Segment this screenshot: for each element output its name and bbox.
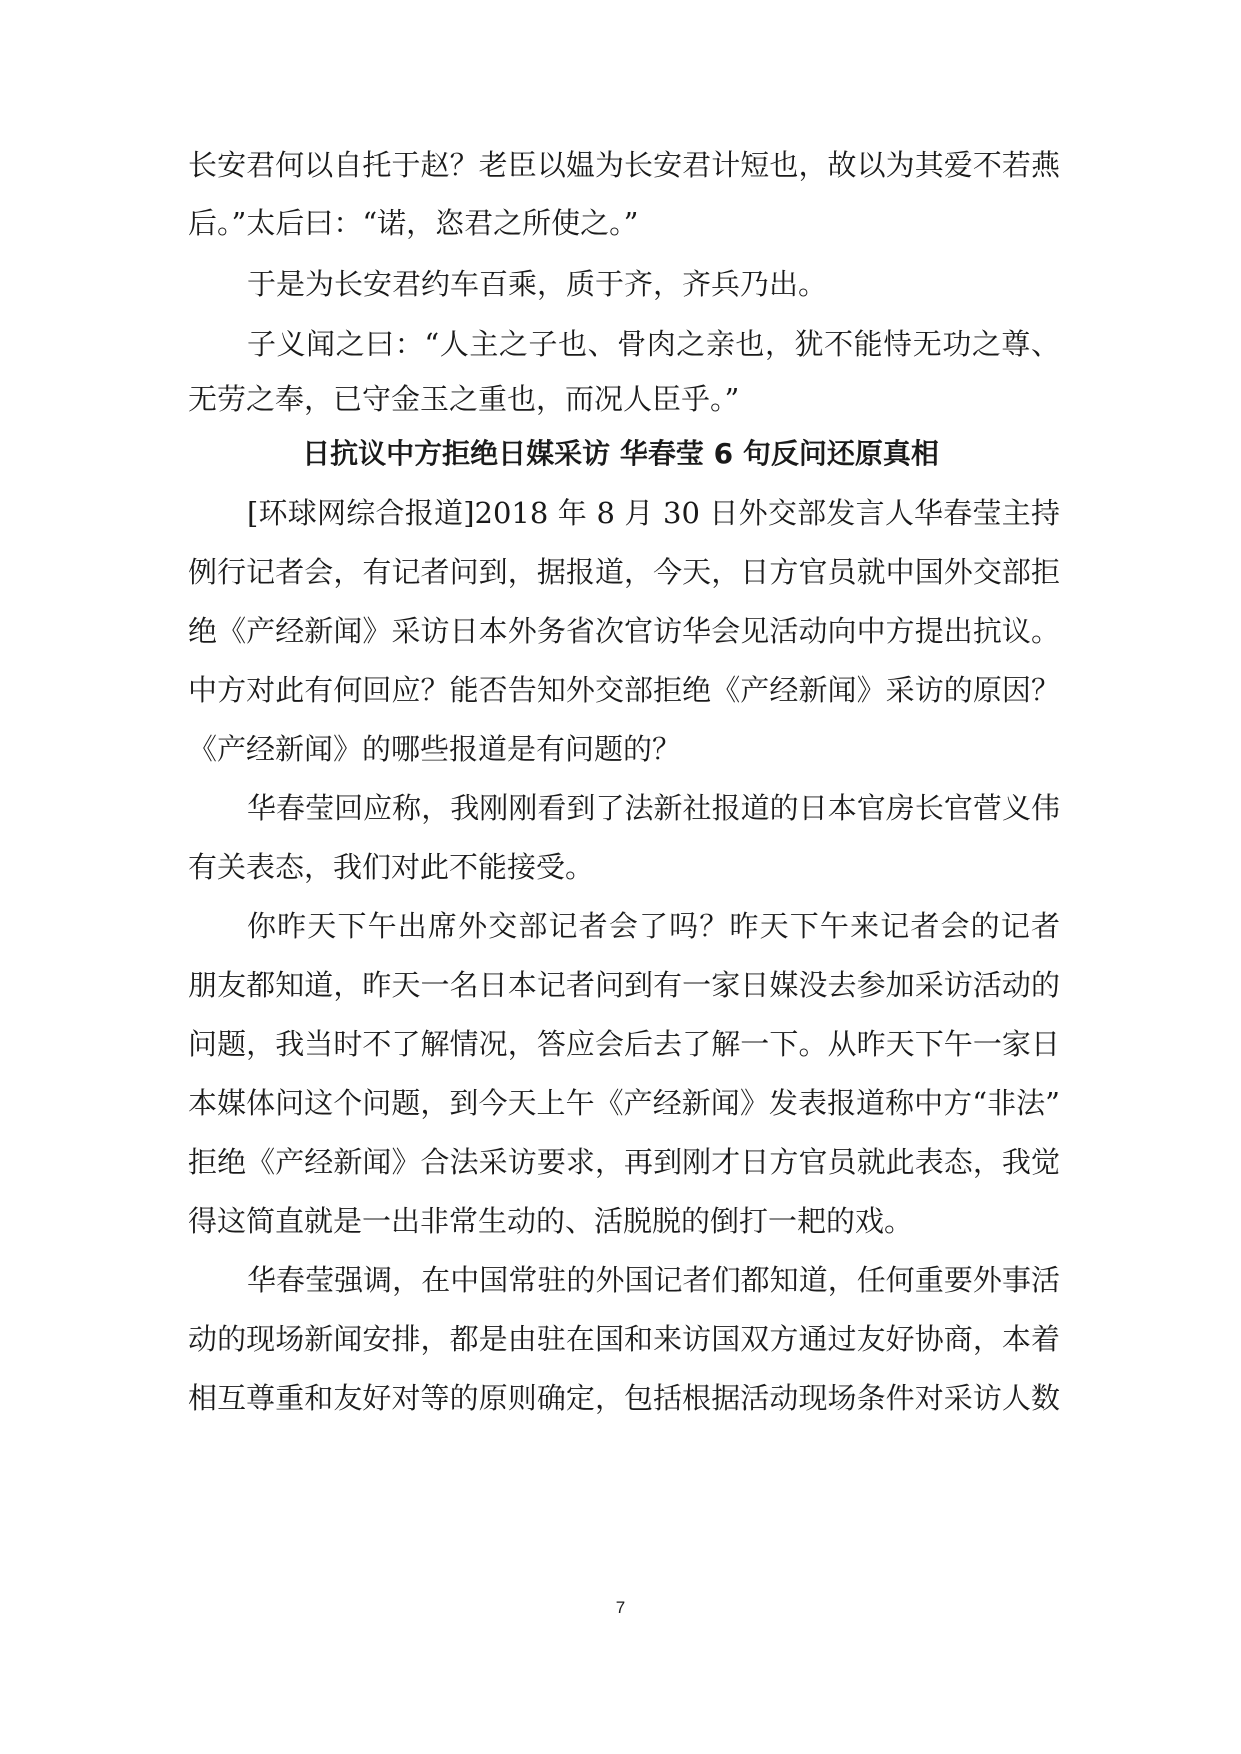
text-line: 朋友都知道，昨天一名日本记者问到有一家日媒没去参加采访活动的 — [188, 968, 1060, 1002]
text-line: 得这简直就是一出非常生动的、活脱脱的倒打一耙的戏。 — [188, 1204, 914, 1238]
page-number: 7 — [615, 1598, 626, 1617]
text-line: 华春莹回应称，我刚刚看到了法新社报道的日本官房长官菅义伟 — [247, 791, 1060, 825]
text-line: 绝《产经新闻》采访日本外务省次官访华会见活动向中方提出抗议。 — [188, 614, 1060, 648]
text-line: 无劳之奉，已守金玉之重也，而况人臣乎。” — [188, 382, 740, 416]
text-line: 子义闻之曰：“人主之子也、骨肉之亲也，犹不能恃无功之尊、 — [247, 327, 1060, 361]
text-line: 后。”太后曰：“诺，恣君之所使之。” — [188, 206, 639, 240]
text-line: 华春莹强调，在中国常驻的外国记者们都知道，任何重要外事活 — [247, 1263, 1060, 1297]
text-line: 长安君何以自托于赵？老臣以媪为长安君计短也，故以为其爱不若燕 — [188, 148, 1060, 182]
text-line: 有关表态，我们对此不能接受。 — [188, 850, 595, 884]
text-line: 拒绝《产经新闻》合法采访要求，再到刚才日方官员就此表态，我觉 — [188, 1145, 1060, 1179]
text-line: 于是为长安君约车百乘，质于齐，齐兵乃出。 — [247, 267, 828, 301]
text-line: 本媒体问这个问题，到今天上午《产经新闻》发表报道称中方“非法” — [188, 1086, 1060, 1120]
text-line: 问题，我当时不了解情况，答应会后去了解一下。从昨天下午一家日 — [188, 1027, 1060, 1061]
text-line: 《产经新闻》的哪些报道是有问题的？ — [188, 732, 682, 766]
text-line: 例行记者会，有记者问到，据报道，今天，日方官员就中国外交部拒 — [188, 555, 1060, 589]
text-line: 动的现场新闻安排，都是由驻在国和来访国双方通过友好协商，本着 — [188, 1322, 1060, 1356]
article-heading: 日抗议中方拒绝日媒采访 华春莹 6 句反问还原真相 — [302, 437, 939, 470]
text-line: 你昨天下午出席外交部记者会了吗？昨天下午来记者会的记者 — [247, 909, 1060, 943]
text-line: 相互尊重和友好对等的原则确定，包括根据活动现场条件对采访人数 — [188, 1381, 1060, 1415]
text-line: [环球网综合报道]2018 年 8 月 30 日外交部发言人华春莹主持 — [247, 496, 1060, 530]
text-line: 中方对此有何回应？能否告知外交部拒绝《产经新闻》采访的原因？ — [188, 673, 1060, 707]
